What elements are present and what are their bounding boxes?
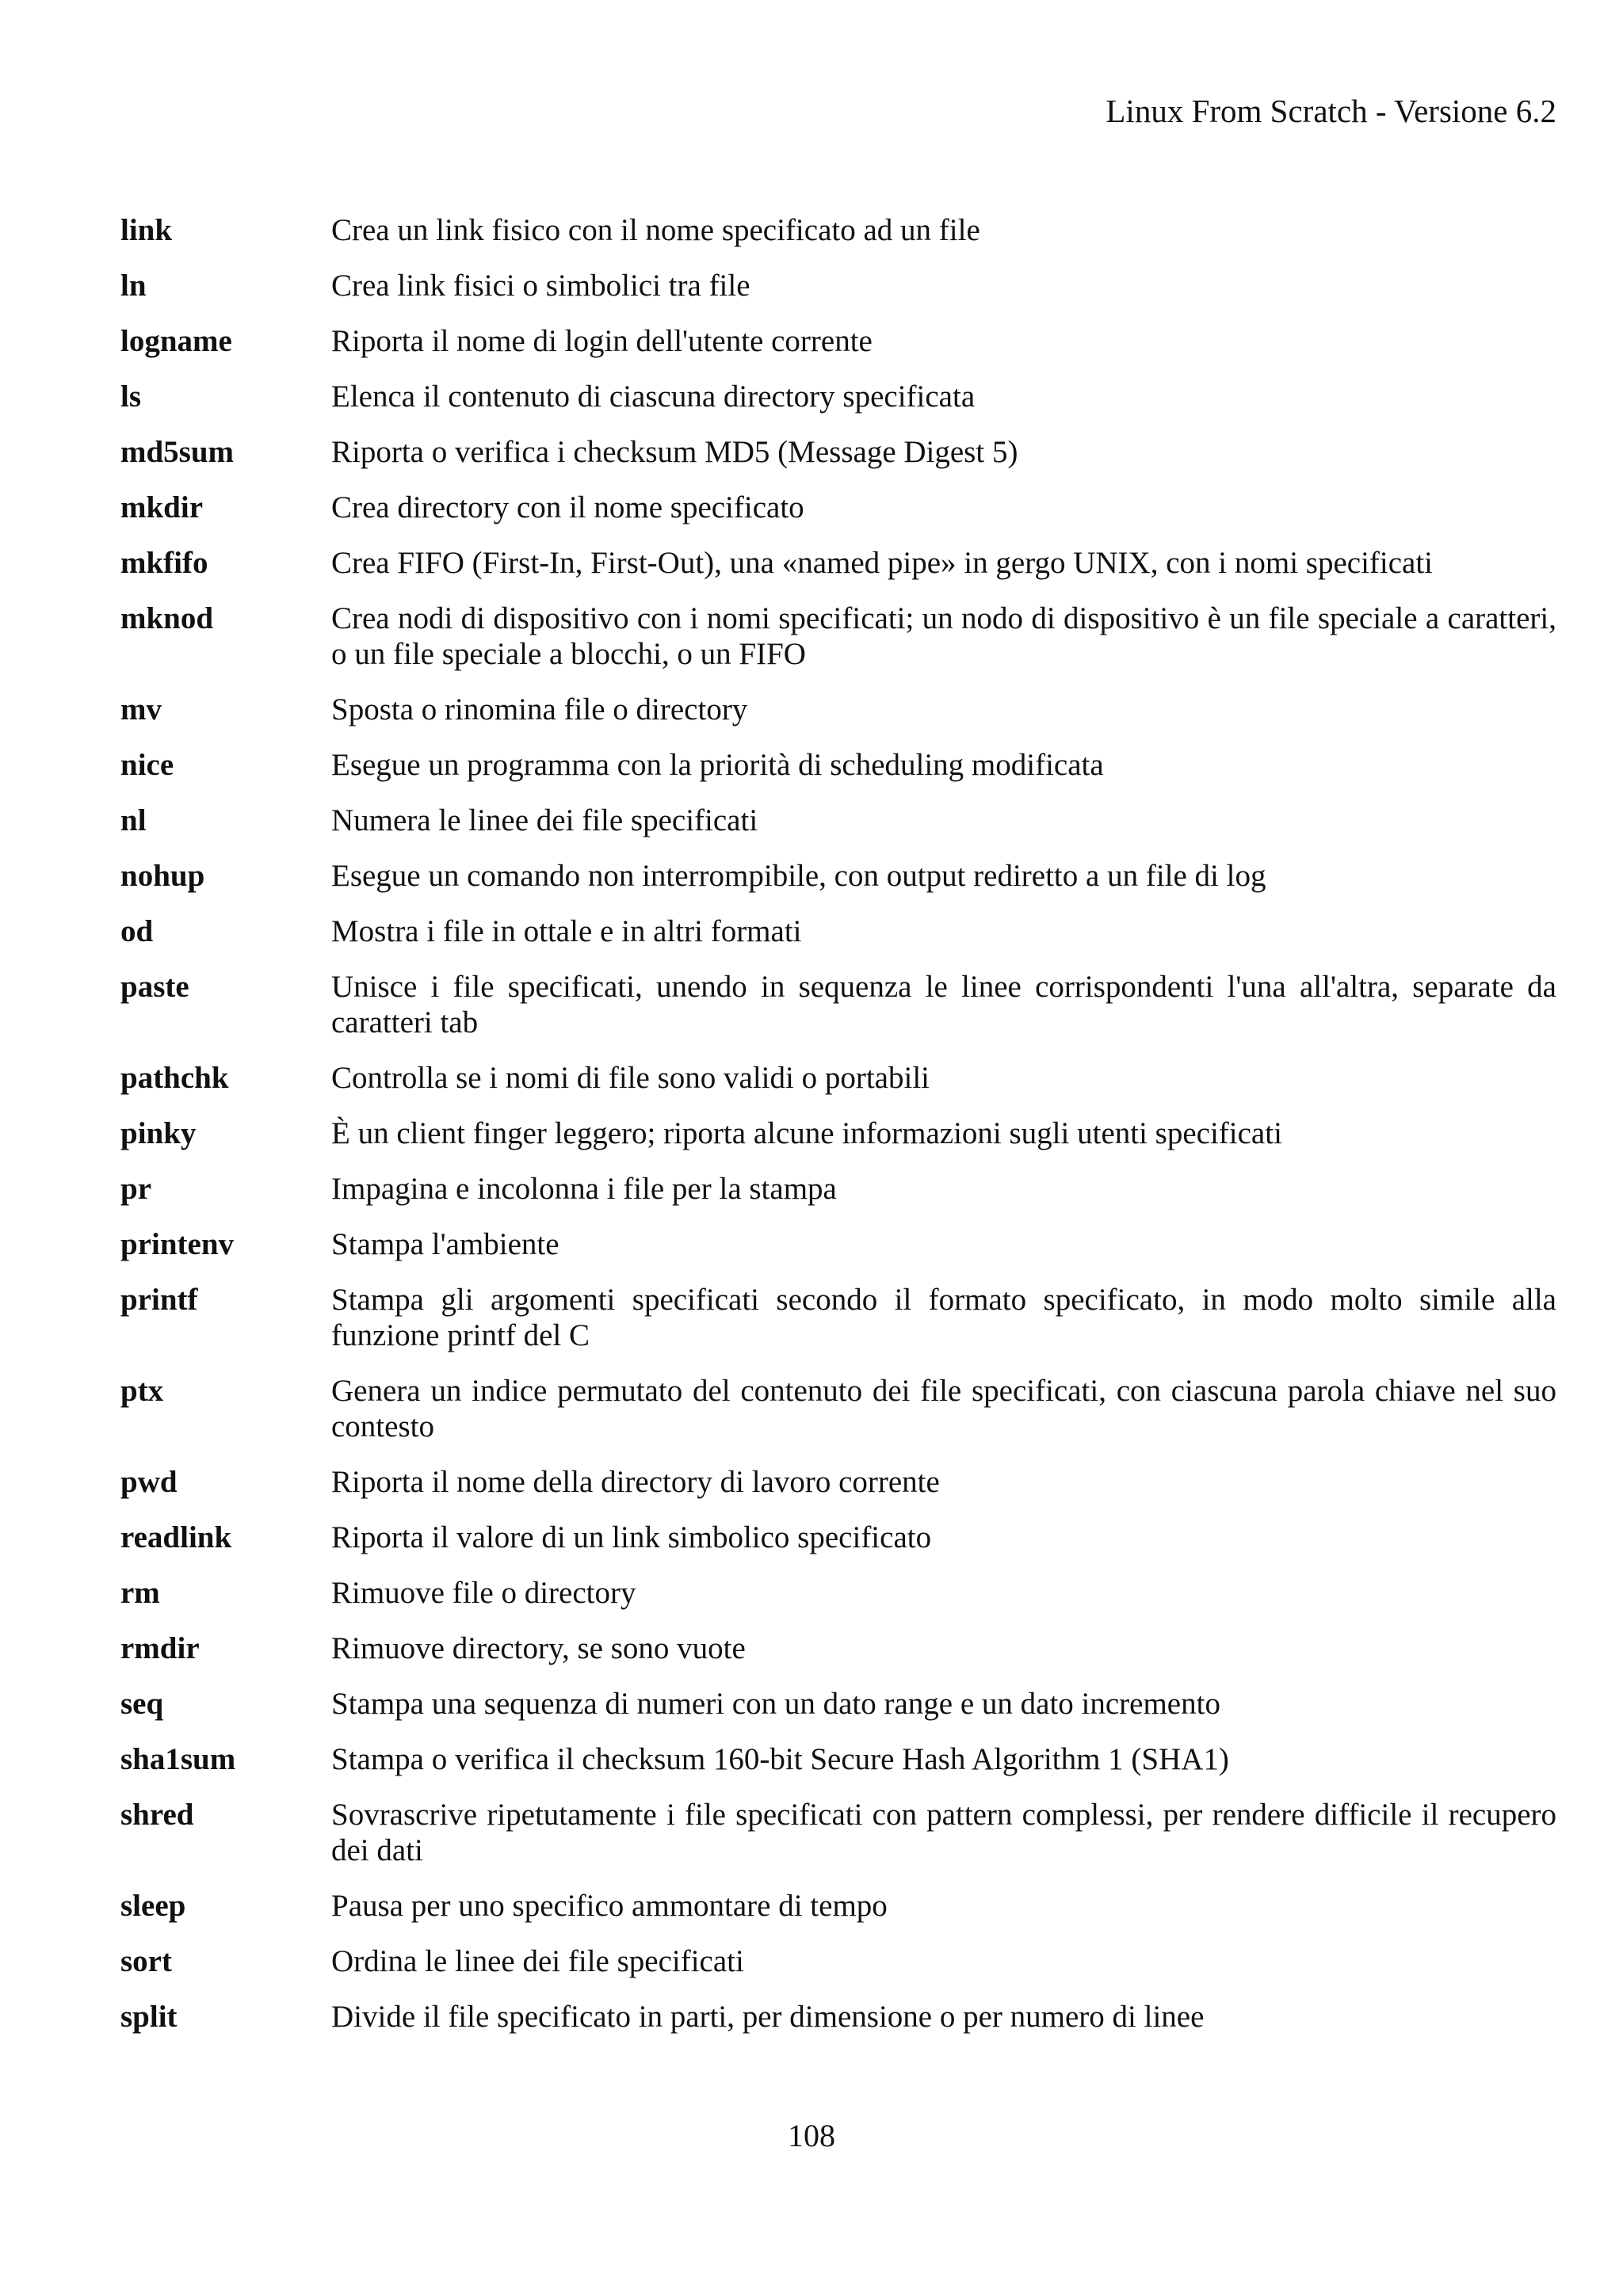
command-description: Impagina e incolonna i file per la stampa <box>331 1172 837 1206</box>
command-description: Genera un indice permutato del contenuto dei file specificati, con ciascuna parola chiave nel suo contesto <box>331 1374 1556 1444</box>
command-term: od <box>120 914 154 948</box>
command-term: shred <box>120 1798 194 1832</box>
command-description: Crea nodi di dispositivo con i nomi specificati; un nodo di dispositivo è un file speciale a caratteri, o un file speciale a blocchi, o un FIFO <box>331 601 1556 671</box>
command-description: Controlla se i nomi di file sono validi o portabili <box>331 1061 930 1095</box>
page-header-title: Linux From Scratch - Versione 6.2 <box>1106 93 1556 129</box>
command-entry-link <box>120 212 1556 248</box>
command-entry-rm <box>120 1575 1556 1611</box>
command-term: pinky <box>120 1116 197 1150</box>
command-entry-md5sum <box>120 434 1556 470</box>
command-term: md5sum <box>120 435 235 469</box>
command-term: readlink <box>120 1520 232 1554</box>
command-term: logname <box>120 324 232 358</box>
command-description: Riporta il nome di login dell'utente corrente <box>331 324 873 358</box>
command-entry-logname <box>120 323 1556 359</box>
command-entry-sha1sum <box>120 1741 1556 1777</box>
command-term: printenv <box>120 1227 235 1261</box>
command-description: Stampa l'ambiente <box>331 1227 559 1261</box>
command-entry-mknod <box>120 601 1556 672</box>
command-description: Stampa una sequenza di numeri con un dato range e un dato incremento <box>331 1687 1220 1721</box>
command-entry-printf <box>120 1282 1556 1353</box>
command-description: Riporta il nome della directory di lavoro corrente <box>331 1465 940 1499</box>
command-entry-mkfifo <box>120 545 1556 581</box>
command-entry-pathchk <box>120 1060 1556 1096</box>
command-term: paste <box>120 970 189 1004</box>
command-description: Ordina le linee dei file specificati <box>331 1944 744 1978</box>
command-term: rm <box>120 1576 160 1610</box>
command-term: link <box>120 213 173 247</box>
command-description: Mostra i file in ottale e in altri formati <box>331 914 802 948</box>
command-description: Riporta o verifica i checksum MD5 (Message Digest 5) <box>331 435 1018 469</box>
command-term: sleep <box>120 1889 186 1923</box>
command-entry-readlink <box>120 1520 1556 1555</box>
command-term: sha1sum <box>120 1742 236 1776</box>
command-entry-od <box>120 913 1556 949</box>
command-term: nohup <box>120 859 205 893</box>
command-description: Crea link fisici o simbolici tra file <box>331 269 750 303</box>
command-entry-seq <box>120 1686 1556 1722</box>
command-term: rmdir <box>120 1631 200 1665</box>
command-entry-paste <box>120 969 1556 1040</box>
command-description: Rimuove directory, se sono vuote <box>331 1631 746 1665</box>
command-description: È un client finger leggero; riporta alcune informazioni sugli utenti specificati <box>331 1116 1282 1150</box>
command-description: Crea directory con il nome specificato <box>331 490 804 524</box>
command-description: Esegue un comando non interrompibile, con output rediretto a un file di log <box>331 859 1266 893</box>
command-description: Numera le linee dei file specificati <box>331 803 758 837</box>
command-description: Unisce i file specificati, unendo in sequenza le linee corrispondenti l'una all'altra, separate da caratteri tab <box>331 970 1556 1039</box>
command-term: printf <box>120 1283 198 1317</box>
command-entry-mkdir <box>120 490 1556 525</box>
page-number: 108 <box>788 2118 835 2153</box>
command-description: Esegue un programma con la priorità di scheduling modificata <box>331 748 1104 782</box>
command-term: nice <box>120 748 174 782</box>
command-description: Divide il file specificato in parti, per dimensione o per numero di linee <box>331 2000 1205 2034</box>
command-term: pr <box>120 1172 151 1206</box>
command-term: mkdir <box>120 490 204 524</box>
command-entry-split <box>120 1999 1556 2035</box>
command-term: ls <box>120 379 142 414</box>
command-term: pathchk <box>120 1061 229 1095</box>
command-entry-pwd <box>120 1464 1556 1500</box>
command-description: Riporta il valore di un link simbolico specificato <box>331 1520 932 1554</box>
command-entry-nice <box>120 747 1556 783</box>
command-entry-printenv <box>120 1226 1556 1262</box>
command-entry-sort <box>120 1943 1556 1979</box>
command-description: Sposta o rinomina file o directory <box>331 692 748 727</box>
command-description: Crea FIFO (First-In, First-Out), una «named pipe» in gergo UNIX, con i nomi specificati <box>331 546 1434 580</box>
command-list <box>120 212 1556 2054</box>
command-entry-mv <box>120 692 1556 727</box>
command-entry-ptx <box>120 1373 1556 1444</box>
command-description: Sovrascrive ripetutamente i file specificati con pattern complessi, per rendere difficile il recupero dei dati <box>331 1798 1556 1867</box>
command-description: Rimuove file o directory <box>331 1576 636 1610</box>
command-term: mv <box>120 692 162 727</box>
command-term: ptx <box>120 1374 164 1408</box>
command-description: Crea un link fisico con il nome specificato ad un file <box>331 213 980 247</box>
command-entry-ln <box>120 268 1556 303</box>
command-term: sort <box>120 1944 172 1978</box>
command-entry-sleep <box>120 1888 1556 1924</box>
command-term: ln <box>120 269 147 303</box>
command-entry-nohup <box>120 858 1556 894</box>
command-term: mkfifo <box>120 546 208 580</box>
command-entry-pr <box>120 1171 1556 1207</box>
command-term: seq <box>120 1687 164 1721</box>
command-entry-rmdir <box>120 1630 1556 1666</box>
command-description: Stampa o verifica il checksum 160-bit Secure Hash Algorithm 1 (SHA1) <box>331 1742 1229 1776</box>
command-entry-pinky <box>120 1116 1556 1151</box>
command-term: pwd <box>120 1465 178 1499</box>
command-entry-shred <box>120 1797 1556 1868</box>
command-term: mknod <box>120 601 214 635</box>
command-description: Elenca il contenuto di ciascuna directory specificata <box>331 379 976 414</box>
command-term: nl <box>120 803 147 837</box>
command-description: Stampa gli argomenti specificati secondo il formato specificato, in modo molto simile alla funzione printf del C <box>331 1283 1556 1352</box>
command-description: Pausa per uno specifico ammontare di tempo <box>331 1889 888 1923</box>
command-entry-nl <box>120 803 1556 838</box>
command-term: split <box>120 2000 178 2034</box>
command-entry-ls <box>120 379 1556 414</box>
